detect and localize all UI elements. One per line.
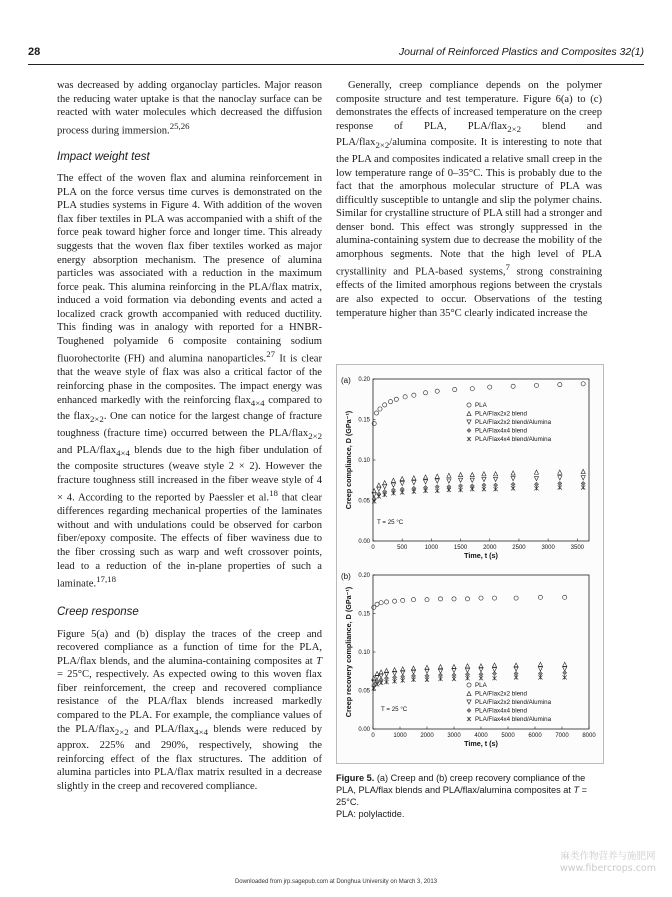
chart-0-series-3-point bbox=[493, 483, 497, 487]
chart-1-legend-entry-2: PLA/Flax2x2 blend/Alumina bbox=[475, 699, 552, 706]
chart-0-x-tick-label: 0 bbox=[371, 545, 375, 551]
chart-0-x-tick-label: 1500 bbox=[453, 545, 468, 551]
chart-0-series-4-point bbox=[511, 486, 515, 490]
chart-1-series-4-point bbox=[492, 676, 496, 680]
chart-1-y-tick-label: 0.05 bbox=[358, 688, 370, 695]
chart-1-x-axis-label: Time, t (s) bbox=[464, 739, 498, 748]
chart-0-series-0-point bbox=[423, 391, 427, 395]
chart-0-series-0-point bbox=[412, 393, 416, 397]
chart-1-legend-marker-2 bbox=[467, 700, 471, 704]
chart-1-series-3-point bbox=[538, 671, 542, 675]
section-heading-impact: Impact weight test bbox=[57, 150, 150, 163]
chart-1-series-4-point bbox=[379, 681, 383, 685]
chart-0-series-4-point bbox=[493, 487, 497, 491]
chart-1-legend-entry-0: PLA bbox=[475, 682, 487, 689]
running-header bbox=[28, 46, 644, 65]
chart-1-series-3-point bbox=[438, 673, 442, 677]
chart-1-series-3-point bbox=[401, 675, 405, 679]
chart-1-series-4-point bbox=[465, 676, 469, 680]
chart-1-series-0-point bbox=[479, 596, 483, 600]
chart-1-x-tick-label: 4000 bbox=[474, 733, 488, 739]
chart-0-series-2-point bbox=[400, 481, 404, 485]
chart-1-series-4-point bbox=[514, 675, 518, 679]
paragraph-impact: The effect of the woven flax and alumina reinforcement in PLA on the force versus time curves is demonstrated on the PLA studies systems in Figure 4. With addition of the woven flax fiber textiles in PLA was accompanied with a shift of the force peak toward higher force and longer time. This already suggests that the woven flax fiber textiles worked as major energy absorption mechanism. The presence of alumina particles was associated with a reduction in the maximum force peak. This alumina reinforcing in the PLA/flax matrix, induced a void formation via debonding events and acted a localized crack growth accompanied with reduced ductility. This finding was in analogy with reported for a HNBR-Toughened polyamide 6 composite containing sodium fluorohectorite (FH) and alumina nanoparticles.$^{27}$ It is clear that the weave style of flax was also a critical factor of the reinforcing phase in the composites. The impact energy was enhanced markedly with the reinforcing flax$_{4\times 4}$ compared to the flax$_{2\times 2}$. One can notice for the largest change of fracture toughness (fracture time) occurred between the PLA/flax$_{2\times 2}$ and PLA/flax$_{4\times 4}$ blends due to the high fiber undulation of the composite structures (weave style 2 × 2). However the fracture toughness still increased in the fiber weave style of 4 × 4. According to the reported by Paessler et al.$^{18}$ that clear differences regarding mechanical properties of the laminates without and with undulations could be observed for carbon fiber/epoxy composite. The effects of fiber waviness due to the fiber crossing such as warp and weft crossover points, lead to a reduction of the in-plane properties of such a laminate.$^{17,18}$ bbox=[57, 173, 323, 590]
chart-0-series-2-point bbox=[412, 481, 416, 485]
chart-1-x-tick-label: 7000 bbox=[555, 733, 569, 739]
chart-1-series-4-point bbox=[375, 682, 379, 686]
chart-0-series-1-point bbox=[412, 476, 416, 480]
journal-title: Journal of Reinforced Plastics and Composites 32(1) bbox=[398, 46, 644, 58]
chart-0-legend-entry-3: PLA/Flax4x4 blend bbox=[475, 427, 527, 435]
chart-0-series-2-point bbox=[458, 478, 462, 482]
chart-1-series-0-point bbox=[375, 602, 379, 606]
chart-0-legend-marker-3 bbox=[467, 428, 471, 432]
chart-0-series-3-point bbox=[534, 482, 538, 486]
chart-0-series-4-point bbox=[558, 485, 562, 489]
chart-0-series-1-point bbox=[470, 472, 474, 476]
chart-1-series-4-point bbox=[393, 679, 397, 683]
chart-1-x-tick-label: 2000 bbox=[420, 733, 434, 739]
caption-label: Figure 5. bbox=[336, 773, 375, 783]
chart-1-series-3-point bbox=[492, 671, 496, 675]
chart-0-legend-marker-2 bbox=[467, 420, 471, 424]
chart-0-series-3-point bbox=[458, 484, 462, 488]
chart-0-legend-marker-4 bbox=[467, 437, 471, 441]
chart-1-series-0-point bbox=[393, 599, 397, 603]
chart-1-series-3-point bbox=[452, 673, 456, 677]
chart-0-x-tick-label: 3500 bbox=[570, 545, 585, 551]
chart-1-series-3-point bbox=[479, 672, 483, 676]
chart-0-series-4-point bbox=[534, 486, 538, 490]
chart-0-series-4-point bbox=[435, 489, 439, 493]
chart-1-x-tick-label: 5000 bbox=[501, 733, 515, 739]
chart-1-series-1-point bbox=[563, 662, 567, 666]
chart-0-series-1-point bbox=[400, 477, 404, 481]
chart-1-y-tick-label: 0.20 bbox=[358, 573, 370, 579]
chart-0-series-0-point bbox=[388, 400, 392, 404]
chart-0-y-tick-label: 0.15 bbox=[358, 417, 370, 424]
chart-1-series-0-point bbox=[425, 598, 429, 602]
chart-0-series-1-point bbox=[435, 474, 439, 478]
chart-1-panel-label: (b) bbox=[341, 572, 351, 581]
chart-0-series-3-point bbox=[435, 485, 439, 489]
chart-0-series-4-point bbox=[391, 491, 395, 495]
chart-0-series-2-point bbox=[581, 476, 585, 480]
chart-0-series-1-point bbox=[383, 481, 387, 485]
chart-1-series-3-point bbox=[514, 671, 518, 675]
chart-0-series-4-point bbox=[447, 488, 451, 492]
chart-0-legend-marker-1 bbox=[467, 411, 471, 415]
chart-0-series-4-point bbox=[412, 489, 416, 493]
watermark-line-2: www.fibercrops.com bbox=[559, 863, 657, 874]
chart-0-series-0-point bbox=[403, 395, 407, 399]
chart-0-series-4-point bbox=[423, 489, 427, 493]
chart-0-series-4-point bbox=[400, 490, 404, 494]
chart-0-series-0-point bbox=[558, 383, 562, 387]
chart-1-legend-entry-3: PLA/Flax4x4 blend bbox=[475, 707, 527, 715]
chart-0-series-3-point bbox=[482, 483, 486, 487]
chart-1-x-tick-label: 0 bbox=[371, 733, 375, 739]
chart-1-legend-marker-4 bbox=[467, 717, 471, 721]
chart-1-series-4-point bbox=[372, 686, 376, 690]
figure-5 bbox=[336, 364, 604, 764]
chart-1-series-2-point bbox=[538, 667, 542, 671]
watermark-line-1: 麻类作物营养与施肥网 bbox=[560, 851, 656, 862]
chart-1-series-3-point bbox=[393, 675, 397, 679]
chart-0-series-2-point bbox=[482, 477, 486, 481]
chart-1-series-0-point bbox=[492, 596, 496, 600]
chart-1-y-axis-label: Creep recovery compliance, D (GPa⁻¹) bbox=[344, 586, 353, 718]
chart-1-series-3-point bbox=[411, 674, 415, 678]
chart-0-series-0-point bbox=[378, 407, 382, 411]
chart-0-series-1-point bbox=[391, 478, 395, 482]
download-footer: Downloaded from jrp.sagepub.com at Donghua University on March 3, 2013 bbox=[234, 879, 438, 885]
chart-1-series-0-point bbox=[465, 597, 469, 601]
chart-1-series-4-point bbox=[401, 678, 405, 682]
chart-0-series-2-point bbox=[534, 477, 538, 481]
chart-0-y-tick-label: 0.00 bbox=[358, 539, 370, 545]
right-column bbox=[336, 79, 602, 320]
chart-0-series-1-point bbox=[511, 471, 515, 475]
chart-1-series-3-point bbox=[384, 676, 388, 680]
chart-0-series-0-point bbox=[394, 397, 398, 401]
chart-1-series-0-point bbox=[563, 595, 567, 599]
figure-caption bbox=[336, 772, 602, 820]
chart-1-legend-marker-1 bbox=[467, 691, 471, 695]
chart-1-x-tick-label: 8000 bbox=[582, 733, 596, 739]
chart-0-series-2-point bbox=[383, 485, 387, 489]
chart-0-series-2-point bbox=[423, 480, 427, 484]
chart-1-series-1-point bbox=[492, 663, 496, 667]
chart-0-x-axis-label: Time, t (s) bbox=[464, 551, 498, 560]
chart-0-series-4-point bbox=[470, 487, 474, 491]
section-heading-creep: Creep response bbox=[57, 606, 139, 619]
chart-0-series-0-point bbox=[383, 403, 387, 407]
chart-0-series-1-point bbox=[423, 475, 427, 479]
page-number: 28 bbox=[28, 46, 41, 58]
chart-1-series-3-point bbox=[465, 672, 469, 676]
chart-1-series-4-point bbox=[452, 677, 456, 681]
chart-1-series-4-point bbox=[538, 675, 542, 679]
chart-1-y-tick-label: 0.15 bbox=[358, 611, 370, 618]
chart-0-y-tick-label: 0.05 bbox=[358, 498, 370, 505]
chart-1-series-1-point bbox=[538, 662, 542, 666]
chart-1-series-0-point bbox=[438, 597, 442, 601]
paragraph-intro: was decreased by adding organoclay particles. Major reason the reducing water uptake is that the nanoclay surface can be reacted with water molecules which decreased the diffusion process during immersion.$^{25,26}$ bbox=[57, 80, 322, 137]
chart-0-series-1-point bbox=[377, 483, 381, 487]
chart-0-x-tick-label: 1000 bbox=[424, 545, 439, 551]
chart-1-series-4-point bbox=[425, 678, 429, 682]
chart-1-series-3-point bbox=[563, 671, 567, 675]
chart-1-series-4-point bbox=[411, 678, 415, 682]
chart-0-series-1-point bbox=[458, 472, 462, 476]
chart-0-x-tick-label: 2000 bbox=[483, 545, 497, 551]
chart-1-x-tick-label: 3000 bbox=[447, 733, 461, 739]
chart-0-legend-entry-0: PLA bbox=[475, 402, 487, 409]
chart-1-series-0-point bbox=[379, 601, 383, 605]
chart-0-panel-label: (a) bbox=[341, 376, 351, 385]
chart-1-series-4-point bbox=[563, 675, 567, 679]
chart-0-series-2-point bbox=[447, 479, 451, 483]
chart-1-series-1-point bbox=[465, 664, 469, 668]
chart-1-series-4-point bbox=[479, 676, 483, 680]
chart-0-series-3-point bbox=[511, 482, 515, 486]
chart-0-series-0-point bbox=[435, 389, 439, 393]
chart-1-series-0-point bbox=[411, 598, 415, 602]
chart-0-series-1-point bbox=[447, 473, 451, 477]
chart-0-series-2-point bbox=[391, 483, 395, 487]
figure-5-plots bbox=[337, 365, 603, 763]
chart-0-series-3-point bbox=[558, 481, 562, 485]
chart-0-series-4-point bbox=[482, 487, 486, 491]
caption-text: (a) Creep and (b) creep recovery compliance of the PLA, PLA/flax blends and PLA/flax/alumina composites at T = 25°C. bbox=[336, 773, 588, 807]
chart-0-legend-entry-4: PLA/Flax4x4 blend/Alumina bbox=[475, 436, 552, 443]
chart-1-series-4-point bbox=[384, 680, 388, 684]
chart-0-legend-marker-0 bbox=[467, 403, 471, 407]
chart-1-y-tick-label: 0.10 bbox=[358, 650, 370, 656]
chart-1-series-1-point bbox=[438, 665, 442, 669]
chart-0-y-tick-label: 0.10 bbox=[358, 458, 370, 464]
chart-0-series-3-point bbox=[581, 481, 585, 485]
chart-0-series-2-point bbox=[511, 477, 515, 481]
chart-1-series-4-point bbox=[438, 677, 442, 681]
chart-0-series-4-point bbox=[458, 488, 462, 492]
chart-0-series-4-point bbox=[581, 485, 585, 489]
chart-1-temperature-annotation: T = 25 °C bbox=[381, 706, 408, 713]
chart-1-series-0-point bbox=[401, 598, 405, 602]
chart-0-series-4-point bbox=[377, 494, 381, 498]
chart-0-series-0-point bbox=[581, 382, 585, 386]
chart-1-y-tick-label: 0.00 bbox=[358, 727, 370, 733]
chart-1-series-0-point bbox=[538, 595, 542, 599]
chart-1-x-tick-label: 6000 bbox=[528, 733, 542, 739]
chart-0-series-0-point bbox=[374, 411, 378, 415]
chart-0-temperature-annotation: T = 25 °C bbox=[377, 519, 404, 526]
watermark bbox=[556, 851, 660, 875]
chart-0-series-1-point bbox=[558, 470, 562, 474]
chart-1-legend-marker-3 bbox=[467, 708, 471, 712]
chart-0-series-2-point bbox=[377, 487, 381, 491]
chart-1-x-tick-label: 1000 bbox=[393, 733, 407, 739]
chart-1-series-0-point bbox=[452, 597, 456, 601]
chart-0-legend-entry-2: PLA/Flax2x2 blend/Alumina bbox=[475, 419, 552, 426]
caption-note: PLA: polylactide. bbox=[336, 809, 405, 819]
chart-0-legend-entry-1: PLA/Flax2x2 blend bbox=[475, 410, 527, 418]
chart-0-series-2-point bbox=[470, 478, 474, 482]
chart-0-series-0-point bbox=[470, 387, 474, 391]
chart-0-series-2-point bbox=[558, 476, 562, 480]
chart-1-legend-marker-0 bbox=[467, 683, 471, 687]
chart-0-series-0-point bbox=[511, 384, 515, 388]
chart-1-legend-entry-1: PLA/Flax2x2 blend bbox=[475, 690, 527, 698]
chart-0-series-0-point bbox=[534, 383, 538, 387]
chart-0-x-tick-label: 2500 bbox=[512, 545, 526, 551]
chart-0-series-1-point bbox=[534, 470, 538, 474]
chart-0-y-axis-label: Creep compliance, D (GPa⁻¹) bbox=[344, 410, 353, 510]
left-column bbox=[57, 79, 322, 793]
chart-0-series-1-point bbox=[581, 469, 585, 473]
chart-0-series-1-point bbox=[482, 472, 486, 476]
chart-0-series-1-point bbox=[493, 472, 497, 476]
chart-1-series-0-point bbox=[384, 600, 388, 604]
chart-0-series-2-point bbox=[435, 479, 439, 483]
chart-0-x-tick-label: 3000 bbox=[541, 545, 555, 551]
chart-0-series-2-point bbox=[493, 477, 497, 481]
chart-1-legend-entry-4: PLA/Flax4x4 blend/Alumina bbox=[475, 716, 552, 723]
paragraph-creep-2: Generally, creep compliance depends on the polymer composite structure and test temperature. Figure 6(a) to (c) demonstrates the effects of increased temperature on the creep response of PLA, PLA/flax$_{2\times 2}$ blend and PLA/flax$_{2\times 2}$/alumina composite. It is interesting to note that the PLA and composites indicated a relative small creep in the low temperature range of 0–35°C. This is probably due to the fact that the amorphous molecular structure of PLA was difficultly susceptible to untangle and slip the polymer chains. Similar for crystalline structure of PLA still had a stronger and denser bond. This effect was strongly suppressed in the alumina-containing system due to decrease the mobility of the amorphous segments. Note that the high level of PLA crystallinity and PLA-based systems,$^7$ strong constraining effects of the limited amorphous regions between the crystals are also expected to occur. Observations of the testing temperature higher than 35°C clearly indicated increase the bbox=[336, 80, 602, 319]
chart-0-series-4-point bbox=[383, 493, 387, 497]
chart-0-y-tick-label: 0.20 bbox=[358, 377, 370, 383]
chart-0-series-0-point bbox=[488, 385, 492, 389]
chart-1-series-3-point bbox=[425, 674, 429, 678]
chart-0-x-tick-label: 500 bbox=[397, 545, 408, 551]
chart-1-series-0-point bbox=[514, 596, 518, 600]
chart-0-series-0-point bbox=[453, 387, 457, 391]
paragraph-creep: Figure 5(a) and (b) display the traces of the creep and recovered compliance as a function of time for the PLA, PLA/flax blends, and the alumina-containing composites at T = 25°C, respectively. As expected owing to this woven flax fiber reinforcement, the creep and recovered compliance resistance of the PLA/flax blends increased markedly compared to the PLA. For example, the compliance values of the PLA/flax$_{2\times 2}$ and PLA/flax$_{4\times 4}$ blends were reduced by approx. 225% and 290%, respectively, showing the reinforcing effect of the flax structures. The addition of alumina particles into PLA/flax matrix resulted in a decrease slightly in the creep and recovered compliance. bbox=[57, 628, 322, 792]
